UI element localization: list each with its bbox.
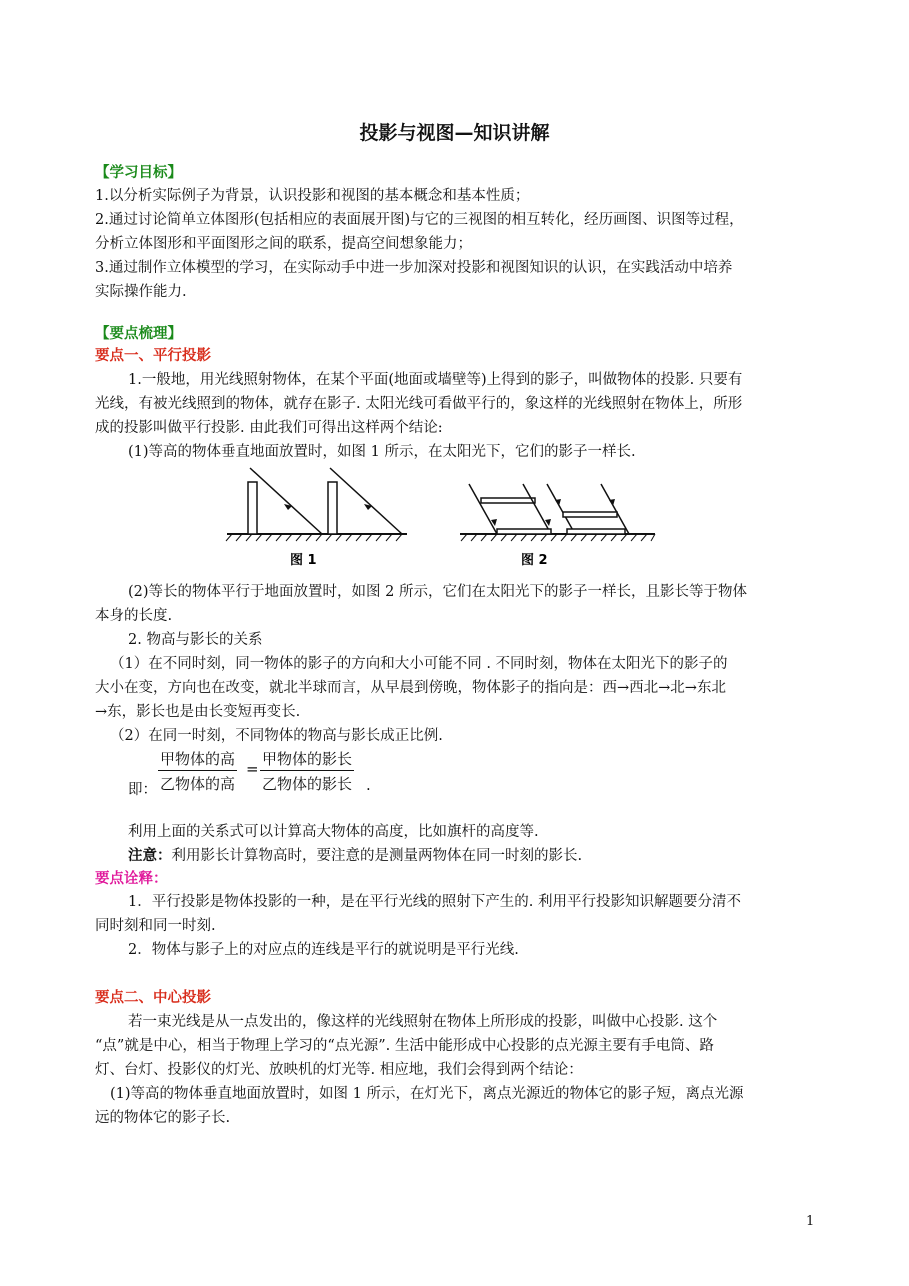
note-text: 利用影长计算物高时，要注意的是测量两物体在同一时刻的影长.	[171, 848, 583, 864]
section-title-central: 要点二、中心投影	[95, 990, 211, 1006]
page-title: 投影与视图—知识讲解	[359, 122, 550, 144]
formula-prefix: 即：	[128, 782, 157, 798]
page-number: 1	[806, 1214, 815, 1229]
paragraph-line: 灯、台灯、投影仪的灯光、放映机的灯光等. 相应地，我们会得到两个结论：	[95, 1062, 583, 1078]
numerator: 甲物体的高	[158, 748, 237, 771]
goal-line: 2.通过讨论简单立体图形(包括相应的表面展开图)与它的三视图的相互转化，经历画图、识图等过程，	[95, 212, 744, 228]
paragraph-line: 利用上面的关系式可以计算高大物体的高度，比如旗杆的高度等.	[128, 824, 539, 840]
points-heading: 【要点梳理】	[95, 326, 182, 342]
paragraph-line: 1．平行投影是物体投影的一种，是在平行光线的照射下产生的. 利用平行投影知识解题要分清不	[128, 894, 741, 910]
figure-1	[222, 462, 412, 572]
figure-2-label: 图 2	[521, 553, 548, 568]
paragraph-line: 远的物体它的影子长.	[95, 1110, 231, 1126]
paragraph-line: 1.一般地，用光线照射物体，在某个平面(地面或墙壁等)上得到的影子，叫做物体的投影. 只要有	[128, 372, 743, 388]
fraction-shadow	[260, 748, 354, 794]
paragraph-line: 光线，有被光线照到的物体，就存在影子. 太阳光线可看做平行的，象这样的光线照射在物体上，所形	[95, 396, 743, 412]
section-title-parallel: 要点一、平行投影	[95, 348, 211, 364]
paragraph-line: 成的投影叫做平行投影. 由此我们可得出这样两个结论:	[95, 420, 443, 436]
paragraph-line: “点”就是中心，相当于物理上学习的“点光源”. 生活中能形成中心投影的点光源主要有手电筒、路	[95, 1038, 714, 1054]
goal-line: 实际操作能力.	[95, 284, 187, 300]
note-line	[128, 844, 853, 868]
paragraph-line: 同时刻和同一时刻.	[95, 918, 216, 934]
paragraph-line: (1)等高的物体垂直地面放置时，如图 1 所示，在太阳光下，它们的影子一样长.	[128, 444, 636, 460]
equals-sign: =	[246, 760, 259, 778]
goal-line: 3.通过制作立体模型的学习，在实际动手中进一步加深对投影和视图知识的认识，在实践活动中培养	[95, 260, 733, 276]
formula-suffix: .	[366, 776, 371, 794]
goal-line: 1.以分析实际例子为背景，认识投影和视图的基本概念和基本性质；	[95, 188, 530, 204]
paragraph-line: 2. 物高与影长的关系	[128, 632, 263, 648]
denominator: 乙物体的影长	[262, 775, 353, 793]
goals-heading: 【学习目标】	[95, 165, 182, 181]
fraction-height	[158, 748, 237, 794]
paragraph-line: →东，影长也是由长变短再变长.	[95, 704, 301, 720]
figure-2	[455, 462, 660, 572]
paragraph-line: (2)等长的物体平行于地面放置时，如图 2 所示，它们在太阳光下的影子一样长，且影长等于物体	[128, 584, 747, 600]
numerator: 甲物体的影长	[260, 748, 354, 771]
figure-1-label: 图 1	[290, 553, 317, 568]
note-label: 注意：	[128, 847, 172, 864]
paragraph-line: 2．物体与影子上的对应点的连线是平行的就说明是平行光线.	[128, 942, 519, 958]
paragraph-line: 本身的长度.	[95, 608, 173, 624]
paragraph-line: (1)等高的物体垂直地面放置时，如图 1 所示，在灯光下，离点光源近的物体它的影子短，离点光源	[110, 1086, 744, 1102]
goal-line: 分析立体图形和平面图形之间的联系，提高空间想象能力；	[95, 236, 472, 252]
paragraph-line: 若一束光线是从一点发出的，像这样的光线照射在物体上所形成的投影，叫做中心投影. 这个	[128, 1014, 718, 1030]
denominator: 乙物体的高	[160, 775, 236, 793]
explain-title: 要点诠释：	[95, 871, 168, 887]
paragraph-line: （2）在同一时刻，不同物体的物高与影长成正比例.	[110, 728, 443, 744]
paragraph-line: 大小在变，方向也在改变，就北半球而言，从早晨到傍晚，物体影子的指向是：西→西北→北→东北	[95, 680, 726, 696]
paragraph-line: （1）在不同时刻，同一物体的影子的方向和大小可能不同 . 不同时刻，物体在太阳光下的影子的	[110, 656, 728, 672]
